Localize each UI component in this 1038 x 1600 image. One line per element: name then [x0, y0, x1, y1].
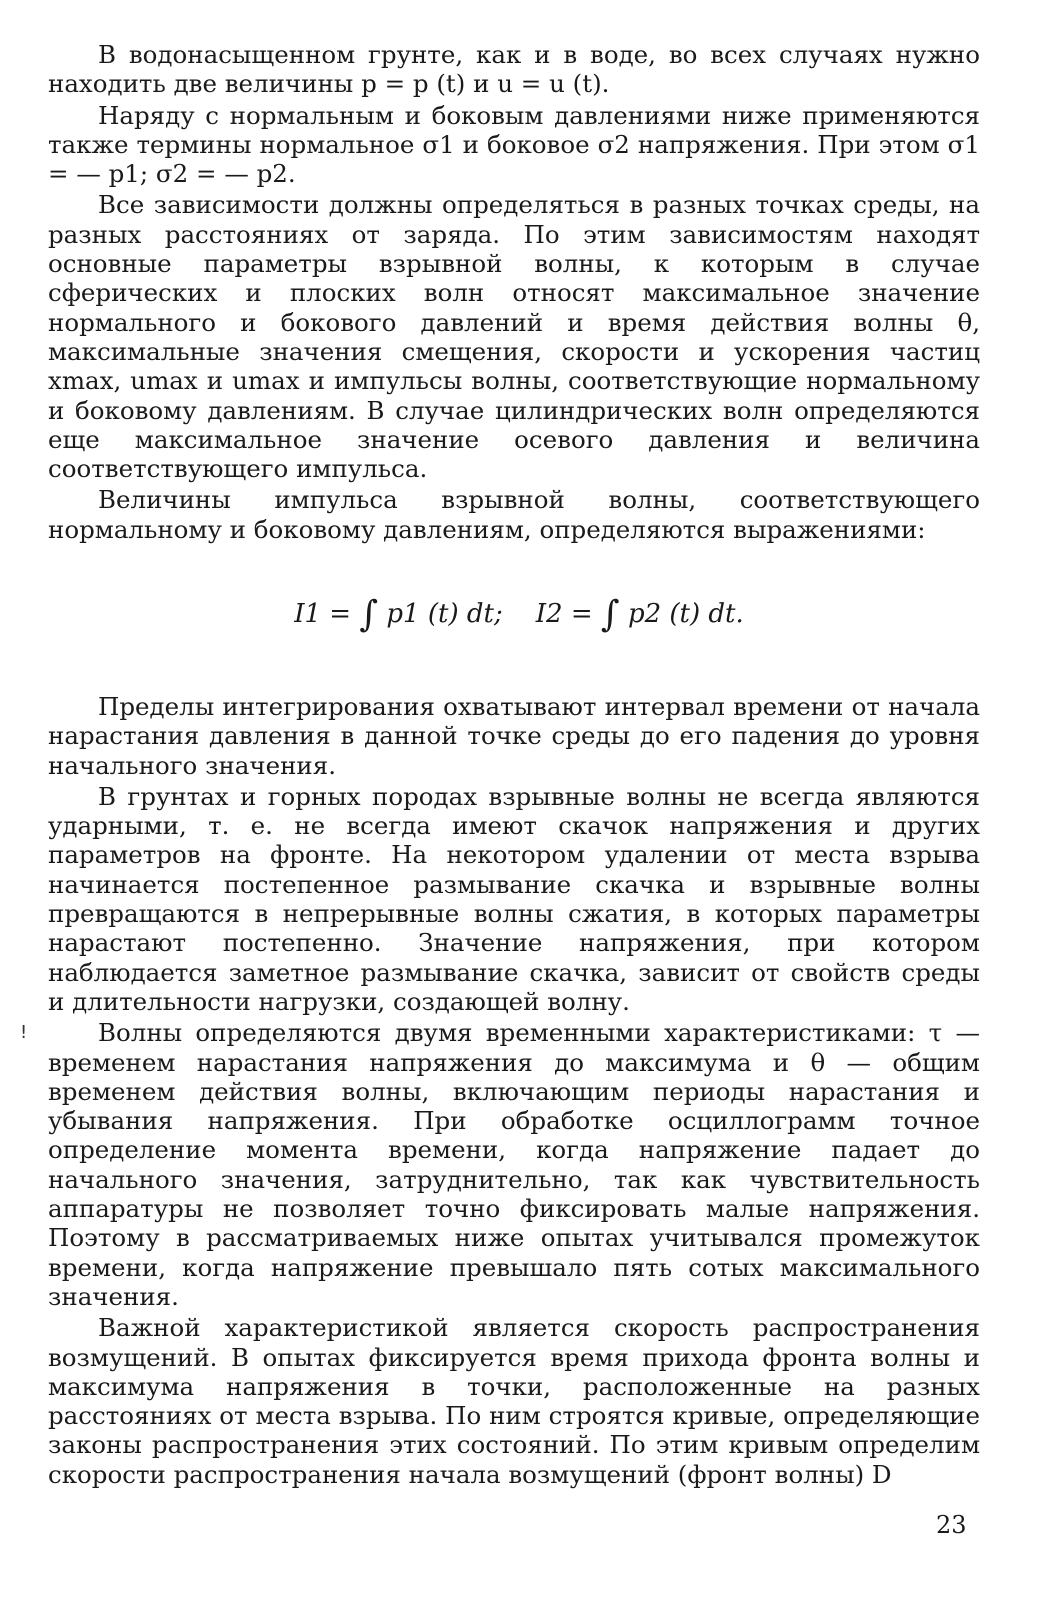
paragraph-3: Все зависимости должны определяться в разных точках среды, на разных расстояниях от заряда. По этим зависимостям находят основные параметры взрывной волны, к которым в случае сферических и плоских волн относят максимальное значение нормального и бокового давлений и время действия волны θ, максимальные значения смещения, скорости и ускорения частиц xmax, umax и umax и импульсы волны, соответствующие нормальному и боковому давлениям. В случае цилиндрических волн определяются еще максимальное значение осевого давления и величина соответствующего импульса.	[48, 190, 980, 484]
paragraph-5: Пределы интегрирования охватывают интервал времени от начала нарастания давления в данной точке среды до его падения до уровня начального значения.	[48, 692, 980, 780]
paragraph-8: Важной характеристикой является скорость распространения возмущений. В опытах фиксируется время прихода фронта волны и максимума напряжения в точки, расположенные на разных расстояниях от места взрыва. По ним строятся кривые, определяющие законы распространения этих состояний. По этим кривым определим скорости распространения начала возмущений (фронт волны) D	[48, 1313, 980, 1489]
formula-i1-rhs: p1 (t) dt;	[386, 599, 503, 629]
paragraph-6: В грунтах и горных породах взрывные волны не всегда являются ударными, т. е. не всегда имеют скачок напряжения и других параметров на фронте. На некотором удалении от места взрыва начинается постепенное размывание скачка и взрывные волны превращаются в непрерывные волны сжатия, в которых параметры нарастают постепенно. Значение напряжения, при котором наблюдается заметное размывание скачка, зависит от свойств среды и длительности нагрузки, создающей волну.	[48, 781, 980, 1016]
formula-i1-lhs: I1 =	[294, 599, 352, 629]
paragraph-1: В водонасыщенном грунте, как и в воде, во всех случаях нужно находить две величины p = p (t) и u = u (t).	[48, 40, 980, 99]
formula-i2-rhs: p2 (t) dt.	[627, 599, 744, 629]
text-block-bottom	[48, 692, 980, 1489]
paragraph-2: Наряду с нормальным и боковым давлениями ниже применяются также термины нормальное σ1 и боковое σ2 напряжения. При этом σ1 = — p1; σ2 = — p2.	[48, 100, 980, 189]
text-block-top	[48, 40, 980, 544]
impulse-formula	[0, 592, 1038, 637]
paragraph-4: Величины импульса взрывной волны, соответствующего нормальному и боковому давлениям, определяются выражениями:	[48, 485, 980, 544]
page-number: 23	[936, 1511, 967, 1539]
integral-sign-icon: ∫	[600, 594, 620, 635]
paragraph-7: Волны определяются двумя временными характеристиками: τ — временем нарастания напряжения до максимума и θ — общим временем действия волны, включающим периоды нарастания и убывания напряжения. При обработке осциллограмм точное определение момента времени, когда напряжение падает до начального значения, затруднительно, так как чувствительность аппаратуры не позволяет точно фиксировать малые напряжения. Поэтому в рассматриваемых ниже опытах учитывался промежуток времени, когда напряжение превышало пять сотых максимального значения.	[48, 1018, 980, 1311]
integral-sign-icon: ∫	[359, 594, 379, 635]
formula-i2-lhs: I2 =	[535, 599, 593, 629]
margin-mark: !	[20, 1022, 28, 1043]
